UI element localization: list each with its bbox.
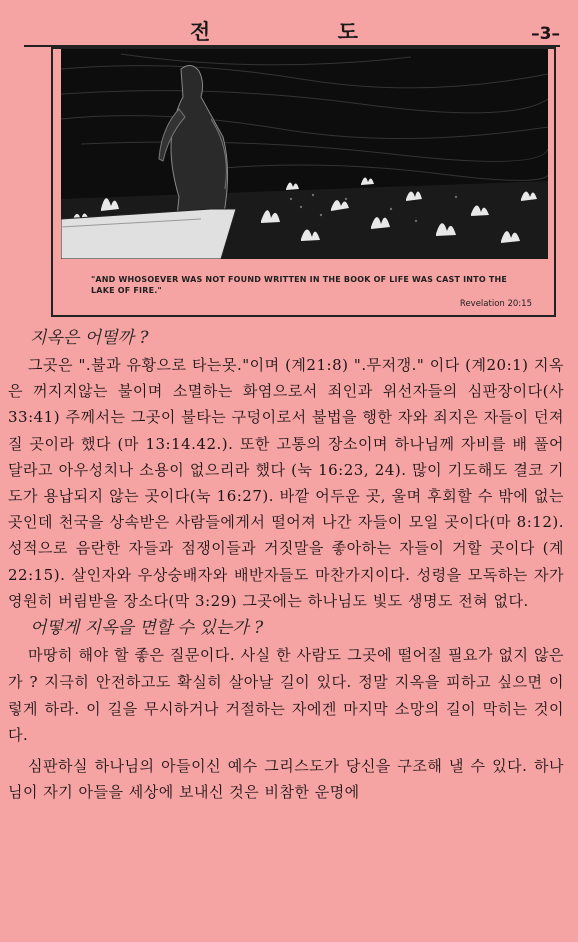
page-number: – 3 – xyxy=(531,24,560,44)
header-title: 전 도 xyxy=(190,20,418,44)
lake-of-fire-drawing xyxy=(61,49,548,259)
paragraph-1: 그곳은 ".불과 유황으로 타는못."이며 (계21:8) ".무저갱." 이다 (계20:1) 지옥은 꺼지지않는 불이며 소멸하는 화염으로서 죄인과 위선자들의 심판장이다(사33:41) 주께서는 그곳이 불타는 구덩이로서 불법을 행한 자와 죄지은 자들이 던져질 곳이라 했다 (마 13:14.42.). 또한 고통의 장소이며 하나님께 자비를 배 풀어 달라고 아우성치나 소용이 없으리라 했다 (눅 16:23, 24). 많이 기도해도 결코 기도가 용납되지 않는 곳이다(눅 16:27). 바깥 어두운 곳, 울며 후회할 수 밖에 없는 곳인데 천국을 상속받은 사람들에게서 떨어져 나간 자들이 모일 곳이다(마 8:12). 성적으로 음란한 자들과 점쟁이들과 거짓말을 좋아하는 자들이 거할 곳이다 (계 22:15). 살인자와 우상숭배자와 배반자들도 마찬가지이다. 성령을 모독하는 자가 영원히 버림받을 장소다(막 3:29) 그곳에는 하나님도 빛도 생명도 전혀 없다. xyxy=(8,356,564,610)
section-heading-1: 지옥은 어떨까 ? xyxy=(30,328,149,348)
figure-caption: "AND WHOSOEVER WAS NOT FOUND WRITTEN IN THE BOOK OF LIFE WAS CAST INTO THE LAKE OF FIRE." xyxy=(91,275,508,295)
body-text xyxy=(8,326,564,806)
paragraph-3: 심판하실 하나님의 아들이신 예수 그리스도가 당신을 구조해 낼 수 있다. 하나님이 자기 아들을 세상에 보내신 것은 비참한 운명에 xyxy=(8,757,564,802)
section-heading-2: 어떻게 지옥을 면할 수 있는가 ? xyxy=(30,618,264,639)
figure-box xyxy=(51,47,556,317)
paragraph-2: 마땅히 해야 할 좋은 질문이다. 사실 한 사람도 그곳에 떨어질 필요가 없지 않은가 ? 지극히 안전하고도 확실히 살아날 길이 있다. 정말 지옥을 피하고 싶으면 이렇게 하라. 이 길을 무시하거나 거절하는 자에겐 마지막 소망의 길이 막히는 것이다. xyxy=(8,646,564,745)
page-header xyxy=(0,14,578,44)
figure-reference: Revelation 20:15 xyxy=(459,299,532,309)
fire-illustration xyxy=(61,49,548,259)
